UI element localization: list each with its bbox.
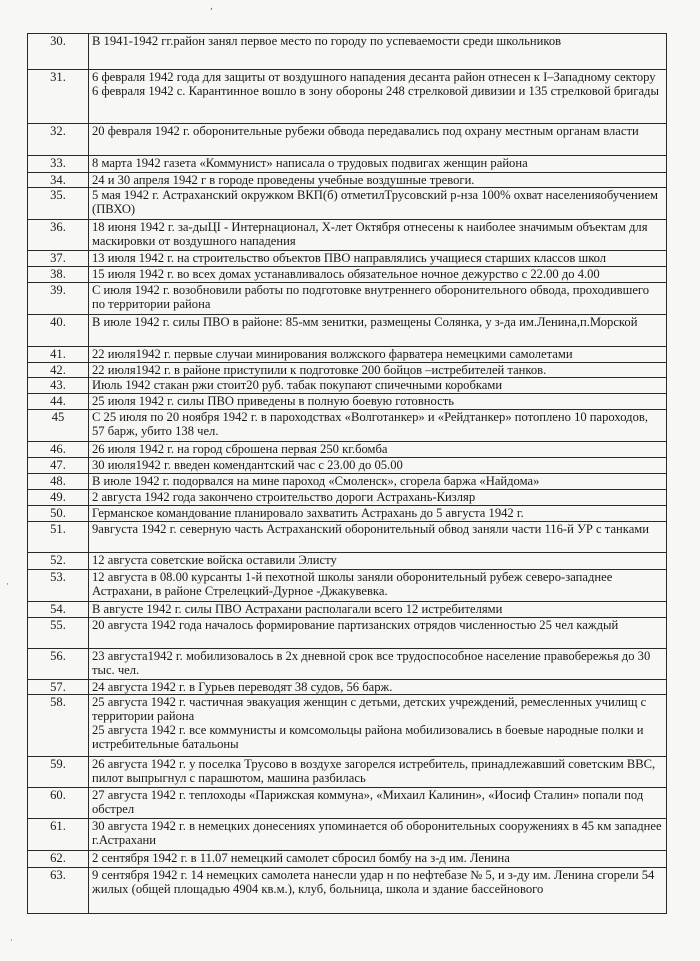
table-row bbox=[28, 283, 667, 315]
row-event-text bbox=[89, 474, 667, 490]
event-line: 27 августа 1942 г. теплоходы «Парижская коммуна», «Михаил Калинин», «Иосиф Сталин» попали под обстрел bbox=[92, 788, 644, 816]
row-event-text bbox=[89, 156, 667, 173]
event-line: 25 августа 1942 г. частичная эвакуация женщин с детьми, детских учреждений, ремесленных училищ с территории района bbox=[92, 695, 647, 723]
row-number: 44. bbox=[28, 394, 89, 410]
event-line: 30 июля1942 г. введен комендантский час с 23.00 до 05.00 bbox=[92, 458, 403, 472]
row-number: 52. bbox=[28, 553, 89, 570]
table-row bbox=[28, 442, 667, 458]
event-line: Июль 1942 стакан ржи стоит20 руб. табак покупают спичечными коробками bbox=[92, 378, 503, 392]
row-number: 30. bbox=[28, 34, 89, 70]
event-line: 6 февраля 1942 с. Карантинное вошло в зону обороны 248 стрелковой дивизии и 135 стрелковой бригады bbox=[92, 84, 659, 98]
table-row bbox=[28, 363, 667, 378]
row-number: 47. bbox=[28, 458, 89, 474]
event-line: 20 февраля 1942 г. оборонительные рубежи обвода передавались под охрану местным органам власти bbox=[92, 124, 639, 138]
table-row bbox=[28, 347, 667, 363]
event-line: 2 августа 1942 года закончено строительство дороги Астрахань-Кизляр bbox=[92, 490, 476, 504]
row-number: 60. bbox=[28, 788, 89, 819]
event-line: 9 сентября 1942 г. 14 немецких самолета нанесли удар н по нефтебазе № 5, и з-ду им. Ленина сгорели 54 жилых (общей площадью 4904 кв.м.), клуб, больница, школа и здание бассейнового bbox=[92, 868, 655, 896]
event-line: В 1941-1942 гг.район занял первое место по городу по успеваемости среди школьников bbox=[92, 34, 562, 48]
table-row bbox=[28, 378, 667, 394]
table-row bbox=[28, 553, 667, 570]
scan-mark: · bbox=[10, 936, 13, 946]
table-row bbox=[28, 410, 667, 442]
row-event-text bbox=[89, 410, 667, 442]
row-number: 54. bbox=[28, 602, 89, 618]
row-number: 53. bbox=[28, 570, 89, 602]
table-row bbox=[28, 474, 667, 490]
row-event-text bbox=[89, 757, 667, 788]
row-event-text bbox=[89, 442, 667, 458]
row-number: 35. bbox=[28, 188, 89, 220]
event-line: В июле 1942 г. подорвался на мине пароход «Смоленск», сгорела баржа «Найдома» bbox=[92, 474, 540, 488]
event-line: 6 февраля 1942 года для защиты от воздушного нападения десанта район отнесен к I–Западному сектору bbox=[92, 70, 656, 84]
event-line: 25 июля 1942 г. силы ПВО приведены в полную боевую готовность bbox=[92, 394, 454, 408]
table-row bbox=[28, 220, 667, 251]
row-number: 41. bbox=[28, 347, 89, 363]
row-number: 63. bbox=[28, 868, 89, 914]
row-event-text bbox=[89, 602, 667, 618]
table-row bbox=[28, 602, 667, 618]
row-event-text bbox=[89, 458, 667, 474]
chronology-table bbox=[27, 33, 667, 914]
row-event-text bbox=[89, 788, 667, 819]
row-event-text bbox=[89, 378, 667, 394]
table-row bbox=[28, 34, 667, 70]
row-event-text bbox=[89, 649, 667, 680]
row-number: 34. bbox=[28, 173, 89, 188]
chronology-table-body bbox=[28, 34, 667, 914]
table-row bbox=[28, 868, 667, 914]
row-event-text bbox=[89, 490, 667, 506]
row-number: 40. bbox=[28, 315, 89, 347]
event-line: 18 июня 1942 г. за-дыЦI - Интернационал, Х-лет Октября отнесены к наиболее значимым объектам для маскировки от воздушного нападения bbox=[92, 220, 648, 248]
event-line: 12 августа в 08.00 курсанты 1-й пехотной школы заняли оборонительный рубеж северо-западнее Астрахани, в районе Стрелецкий-Дурное -Джакувевка. bbox=[92, 570, 613, 598]
table-row bbox=[28, 156, 667, 173]
event-line: 24 и 30 апреля 1942 г в городе проведены учебные воздушные тревоги. bbox=[92, 173, 475, 187]
table-row bbox=[28, 70, 667, 124]
row-number: 39. bbox=[28, 283, 89, 315]
row-number: 48. bbox=[28, 474, 89, 490]
scan-mark: · bbox=[6, 580, 9, 590]
row-event-text bbox=[89, 506, 667, 522]
table-row bbox=[28, 394, 667, 410]
event-line: 22 июля1942 г. первые случаи минирования волжского фарватера немецкими самолетами bbox=[92, 347, 573, 361]
table-row bbox=[28, 695, 667, 757]
row-number: 36. bbox=[28, 220, 89, 251]
row-event-text bbox=[89, 315, 667, 347]
row-number: 58. bbox=[28, 695, 89, 757]
table-row bbox=[28, 522, 667, 553]
event-line: 25 августа 1942 г. все коммунисты и комсомольцы района мобилизовались в боевые народные полки и истребительные батальоны bbox=[92, 723, 644, 751]
table-row bbox=[28, 124, 667, 156]
event-line: С 25 июля по 20 ноября 1942 г. в пароходствах «Волготанкер» и «Рейдтанкер» потоплено 10 пароходов, 57 барж, убито 138 чел. bbox=[92, 410, 648, 438]
table-row bbox=[28, 570, 667, 602]
row-event-text bbox=[89, 70, 667, 124]
row-number: 32. bbox=[28, 124, 89, 156]
event-line: 26 августа 1942 г. у поселка Трусово в воздухе загорелся истребитель, принадлежавший советским ВВС, пилот выпрыгнул с парашютом, машина разбилась bbox=[92, 757, 656, 785]
row-event-text bbox=[89, 394, 667, 410]
row-event-text bbox=[89, 695, 667, 757]
table-row bbox=[28, 819, 667, 851]
row-number: 49. bbox=[28, 490, 89, 506]
event-line: 8 марта 1942 газета «Коммунист» написала о трудовых подвигах женщин района bbox=[92, 156, 528, 170]
row-event-text bbox=[89, 618, 667, 649]
row-number: 31. bbox=[28, 70, 89, 124]
table-row bbox=[28, 851, 667, 868]
scan-mark: , bbox=[210, 2, 213, 12]
row-event-text bbox=[89, 283, 667, 315]
row-event-text bbox=[89, 188, 667, 220]
row-number: 42. bbox=[28, 363, 89, 378]
row-event-text bbox=[89, 363, 667, 378]
row-event-text bbox=[89, 819, 667, 851]
row-event-text bbox=[89, 553, 667, 570]
table-row bbox=[28, 649, 667, 680]
table-row bbox=[28, 173, 667, 188]
row-number: 55. bbox=[28, 618, 89, 649]
row-number: 43. bbox=[28, 378, 89, 394]
row-event-text bbox=[89, 868, 667, 914]
row-number: 51. bbox=[28, 522, 89, 553]
table-row bbox=[28, 788, 667, 819]
row-number: 45 bbox=[28, 410, 89, 442]
row-number: 59. bbox=[28, 757, 89, 788]
event-line: 26 июля 1942 г. на город сброшена первая 250 кг.бомба bbox=[92, 442, 388, 456]
event-line: 20 августа 1942 года началось формирование партизанских отрядов численностью 25 чел каждый bbox=[92, 618, 619, 632]
row-number: 56. bbox=[28, 649, 89, 680]
row-event-text bbox=[89, 347, 667, 363]
row-event-text bbox=[89, 173, 667, 188]
event-line: 22 июля1942 г. в районе приступили к подготовке 200 бойцов –истребителей танков. bbox=[92, 363, 547, 377]
event-line: В июле 1942 г. силы ПВО в районе: 85-мм зенитки, размещены Солянка, у з-да им.Ленина,п.Морской bbox=[92, 315, 638, 329]
row-number: 50. bbox=[28, 506, 89, 522]
event-line: 13 июля 1942 г. на строительство объектов ПВО направлялись учащиеся старших классов школ bbox=[92, 251, 607, 265]
row-number: 57. bbox=[28, 680, 89, 695]
row-event-text bbox=[89, 251, 667, 267]
table-row bbox=[28, 757, 667, 788]
table-row bbox=[28, 506, 667, 522]
table-row bbox=[28, 618, 667, 649]
event-line: 15 июля 1942 г. во всех домах устанавливалось обязательное ночное дежурство с 22.00 до 4.00 bbox=[92, 267, 600, 281]
event-line: 2 сентября 1942 г. в 11.07 немецкий самолет сбросил бомбу на з-д им. Ленина bbox=[92, 851, 510, 865]
row-number: 33. bbox=[28, 156, 89, 173]
event-line: 5 мая 1942 г. Астраханский окружком ВКП(б) отметилТрусовский р-нза 100% охват населенияобучением (ПВХО) bbox=[92, 188, 659, 216]
event-line: 23 августа1942 г. мобилизовалось в 2х дневной срок все трудоспособное население правобережья до 30 тыс. чел. bbox=[92, 649, 651, 677]
row-event-text bbox=[89, 522, 667, 553]
event-line: 12 августа советские войска оставили Элисту bbox=[92, 553, 337, 567]
document-page bbox=[27, 33, 667, 931]
event-line: 9августа 1942 г. северную часть Астраханский оборонительный обвод заняли части 116-й УР с танками bbox=[92, 522, 650, 536]
row-event-text bbox=[89, 851, 667, 868]
table-row bbox=[28, 188, 667, 220]
table-row bbox=[28, 458, 667, 474]
table-row bbox=[28, 267, 667, 283]
event-line: 30 августа 1942 г. в немецких донесениях упоминается об оборонительных сооружениях в 45 км западнее г.Астрахани bbox=[92, 819, 662, 847]
row-number: 62. bbox=[28, 851, 89, 868]
event-line: С июля 1942 г. возобновили работы по подготовке внутреннего оборонительного обвода, проходившего по территории района bbox=[92, 283, 650, 311]
event-line: В августе 1942 г. силы ПВО Астрахани располагали всего 12 истребителями bbox=[92, 602, 503, 616]
row-number: 46. bbox=[28, 442, 89, 458]
row-number: 38. bbox=[28, 267, 89, 283]
event-line: Германское командование планировало захватить Астрахань до 5 августа 1942 г. bbox=[92, 506, 524, 520]
row-event-text bbox=[89, 570, 667, 602]
row-event-text bbox=[89, 680, 667, 695]
event-line: 24 августа 1942 г. в Гурьев переводят 38 судов, 56 барж. bbox=[92, 680, 393, 694]
table-row bbox=[28, 490, 667, 506]
row-number: 37. bbox=[28, 251, 89, 267]
row-event-text bbox=[89, 220, 667, 251]
row-number: 61. bbox=[28, 819, 89, 851]
row-event-text bbox=[89, 124, 667, 156]
row-event-text bbox=[89, 267, 667, 283]
table-row bbox=[28, 251, 667, 267]
row-event-text bbox=[89, 34, 667, 70]
table-row bbox=[28, 680, 667, 695]
table-row bbox=[28, 315, 667, 347]
